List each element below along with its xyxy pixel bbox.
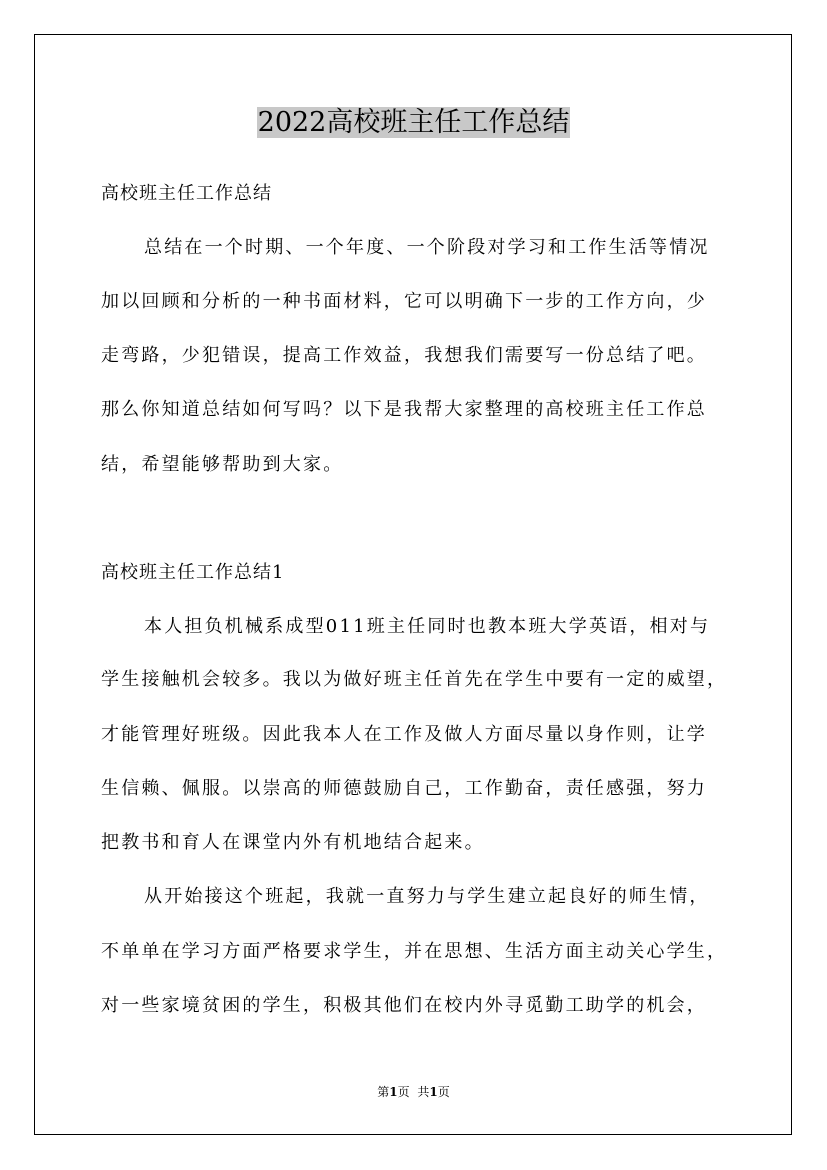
intro-line: 那么你知道总结如何写吗？以下是我帮大家整理的高校班主任工作总 [101, 399, 707, 420]
total-prefix: 共 [417, 1085, 430, 1099]
paragraph-line: 对一些家境贫困的学生，积极其他们在校内外寻觅勤工助学的机会， [101, 995, 707, 1016]
page-prefix: 第 [377, 1085, 390, 1099]
page-footer [0, 1084, 827, 1100]
paragraph-line: 学生接触机会较多。我以为做好班主任首先在学生中要有一定的威望， [101, 669, 728, 690]
intro-line: 走弯路，少犯错误，提高工作效益，我想我们需要写一份总结了吧。 [101, 345, 707, 366]
document-title-text: 2022高校班主任工作总结 [257, 107, 570, 138]
document-subtitle: 高校班主任工作总结 [101, 183, 272, 204]
intro-line: 加以回顾和分析的一种书面材料，它可以明确下一步的工作方向，少 [101, 291, 707, 312]
page-suffix: 页 [397, 1085, 410, 1099]
paragraph-line: 从开始接这个班起，我就一直努力与学生建立起良好的师生情， [144, 886, 710, 907]
total-pages: 1 [429, 1085, 438, 1099]
page-number: 1 [389, 1085, 398, 1099]
paragraph-line: 不单单在学习方面严格要求学生，并在思想、生活方面主动关心学生， [101, 941, 728, 962]
paragraph-line: 把教书和育人在课堂内外有机地结合起来。 [101, 832, 485, 853]
document-title [0, 103, 827, 143]
total-suffix: 页 [437, 1085, 450, 1099]
section-heading: 高校班主任工作总结1 [101, 562, 285, 583]
paragraph-line: 本人担负机械系成型011班主任同时也教本班大学英语，相对与 [144, 616, 711, 637]
intro-line: 总结在一个时期、一个年度、一个阶段对学习和工作生活等情况 [144, 237, 710, 258]
paragraph-line: 生信赖、佩服。以崇高的师德鼓励自己，工作勤奋，责任感强，努力 [101, 778, 707, 799]
intro-line: 结，希望能够帮助到大家。 [101, 454, 344, 475]
paragraph-line: 才能管理好班级。因此我本人在工作及做人方面尽量以身作则，让学 [101, 724, 707, 745]
